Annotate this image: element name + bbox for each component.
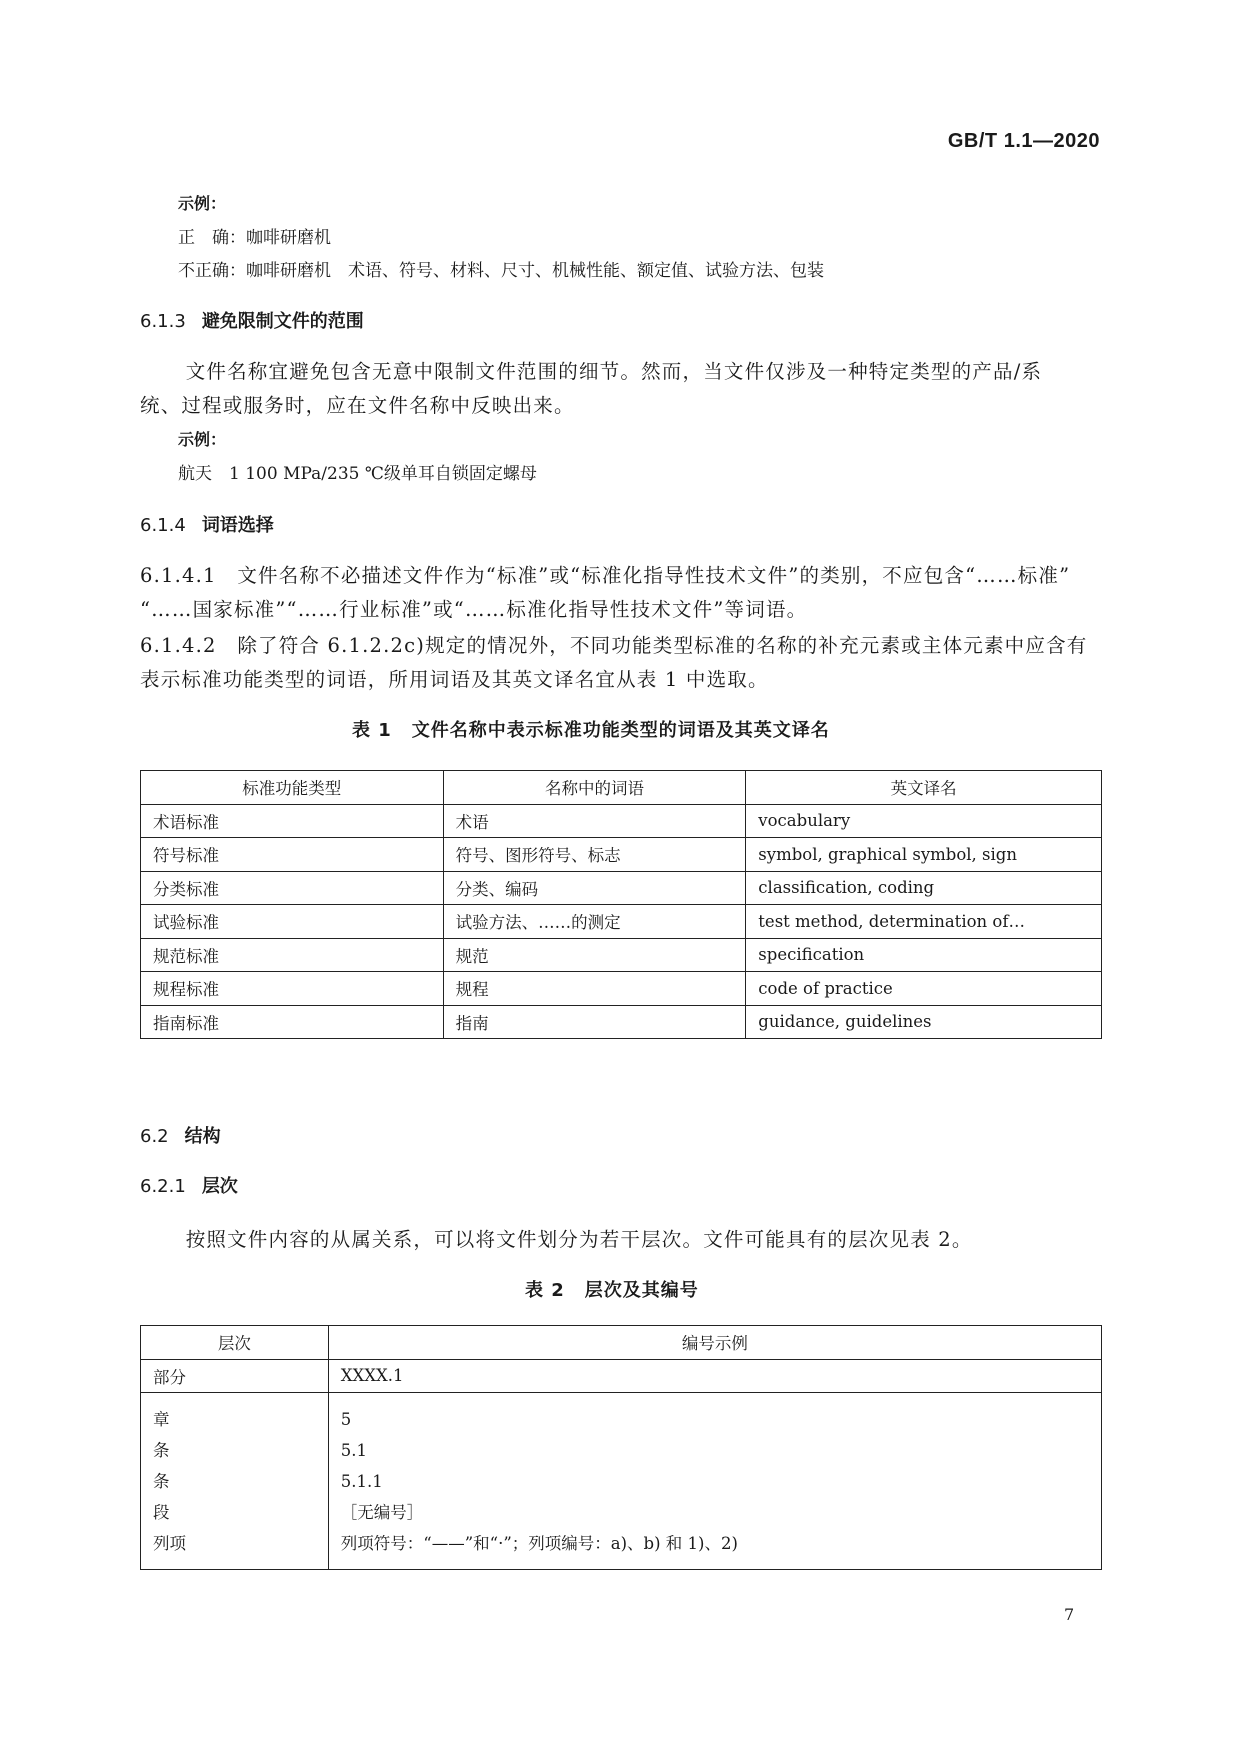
example-text: 航天 1 100 MPa/235 ℃级单耳自锁固定螺母 xyxy=(178,464,537,484)
table-1 xyxy=(140,770,1102,1039)
level-name: 条 xyxy=(153,1440,170,1460)
caption-label: 表 2 xyxy=(525,1280,565,1301)
table-cell: XXXX.1 xyxy=(328,1359,1101,1393)
example-label: 示例： xyxy=(178,430,227,449)
table-cell: code of practice xyxy=(746,972,1102,1006)
numbering-example: 5.1.1 xyxy=(340,1471,383,1491)
table-header-row xyxy=(141,1326,1102,1360)
numbering-example: 列项符号：“——”和“·”；列项编号：a)、b) 和 1)、2) xyxy=(340,1533,738,1553)
level-name: 章 xyxy=(153,1409,170,1429)
section-6-1-3-heading xyxy=(140,307,364,333)
section-6-2-1-heading xyxy=(140,1172,238,1198)
caption-label: 表 1 xyxy=(352,720,392,741)
table-header-row xyxy=(141,771,1102,805)
table-cell: 规范 xyxy=(443,938,746,972)
table-cell: 符号、图形符号、标志 xyxy=(443,838,746,872)
section-number: 6.2.1 xyxy=(140,1176,186,1197)
table-row xyxy=(141,1393,1102,1570)
page-number: 7 xyxy=(1064,1605,1075,1624)
table-cell: 指南标准 xyxy=(141,1005,444,1039)
example-correct: 正 确：咖啡研磨机 xyxy=(178,228,331,248)
table-cell: 规范标准 xyxy=(141,938,444,972)
paragraph-line: 按照文件内容的从属关系，可以将文件划分为若干层次。文件可能具有的层次见表 2。 xyxy=(165,1228,973,1251)
section-title: 词语选择 xyxy=(201,515,274,536)
paragraph-line: “……国家标准”“……行业标准”或“……标准化指导性技术文件”等词语。 xyxy=(140,598,808,621)
header-cell: 名称中的词语 xyxy=(443,771,746,805)
table-cell: 部分 xyxy=(141,1359,329,1393)
table-cell xyxy=(141,1393,329,1570)
section-6-2-heading xyxy=(140,1122,221,1148)
numbering-example: ［无编号］ xyxy=(340,1502,424,1522)
level-name: 条 xyxy=(153,1471,170,1491)
table-cell xyxy=(328,1393,1101,1570)
paragraph-line: 6.1.4.2 除了符合 6.1.2.2c)规定的情况外，不同功能类型标准的名称的补充元素或主体元素中应含有 xyxy=(140,634,1088,657)
example-incorrect: 不正确：咖啡研磨机 术语、符号、材料、尺寸、机械性能、额定值、试验方法、包装 xyxy=(178,261,824,281)
section-title: 避免限制文件的范围 xyxy=(201,311,364,332)
section-title: 结构 xyxy=(184,1126,221,1147)
caption-title: 文件名称中表示标准功能类型的词语及其英文译名 xyxy=(411,720,830,741)
paragraph-line: 统、过程或服务时，应在文件名称中反映出来。 xyxy=(140,394,575,417)
table-2 xyxy=(140,1325,1102,1570)
section-number: 6.1.3 xyxy=(140,311,186,332)
table-cell: guidance, guidelines xyxy=(746,1005,1102,1039)
table-cell: 规程 xyxy=(443,972,746,1006)
table-cell: 术语标准 xyxy=(141,804,444,838)
table-cell: specification xyxy=(746,938,1102,972)
table-cell: 分类标准 xyxy=(141,871,444,905)
level-name: 段 xyxy=(153,1502,170,1522)
table-cell: 指南 xyxy=(443,1005,746,1039)
header-cell: 层次 xyxy=(141,1326,329,1360)
table-row xyxy=(141,871,1102,905)
table-row xyxy=(141,972,1102,1006)
table-row xyxy=(141,838,1102,872)
paragraph-line: 文件名称宜避免包含无意中限制文件范围的细节。然而，当文件仅涉及一种特定类型的产品/系 xyxy=(165,360,1043,383)
section-title: 层次 xyxy=(201,1176,238,1197)
caption-title: 层次及其编号 xyxy=(584,1280,699,1301)
table-2-caption xyxy=(525,1276,699,1302)
section-number: 6.2 xyxy=(140,1126,169,1147)
table-cell: 术语 xyxy=(443,804,746,838)
table-cell: vocabulary xyxy=(746,804,1102,838)
table-cell: classification, coding xyxy=(746,871,1102,905)
table-cell: 分类、编码 xyxy=(443,871,746,905)
section-number: 6.1.4 xyxy=(140,515,186,536)
example-label: 示例： xyxy=(178,194,227,213)
table-row xyxy=(141,1359,1102,1393)
paragraph-line: 6.1.4.1 文件名称不必描述文件作为“标准”或“标准化指导性技术文件”的类别，不应包含“……标准” xyxy=(140,564,1071,587)
table-row xyxy=(141,804,1102,838)
header-cell: 英文译名 xyxy=(746,771,1102,805)
table-cell: symbol, graphical symbol, sign xyxy=(746,838,1102,872)
document-number: GB/T 1.1—2020 xyxy=(947,130,1100,152)
table-row xyxy=(141,905,1102,939)
level-name: 列项 xyxy=(153,1533,186,1553)
table-cell: 试验标准 xyxy=(141,905,444,939)
numbering-example: 5 xyxy=(340,1409,352,1429)
header-cell: 编号示例 xyxy=(328,1326,1101,1360)
table-cell: 符号标准 xyxy=(141,838,444,872)
numbering-example: 5.1 xyxy=(340,1440,368,1460)
header-cell: 标准功能类型 xyxy=(141,771,444,805)
table-cell: 规程标准 xyxy=(141,972,444,1006)
table-row xyxy=(141,938,1102,972)
table-cell: 试验方法、……的测定 xyxy=(443,905,746,939)
table-1-caption xyxy=(352,716,830,742)
paragraph-line: 表示标准功能类型的词语，所用词语及其英文译名宜从表 1 中选取。 xyxy=(140,668,769,691)
section-6-1-4-heading xyxy=(140,511,274,537)
table-row xyxy=(141,1005,1102,1039)
table-cell: test method, determination of… xyxy=(746,905,1102,939)
